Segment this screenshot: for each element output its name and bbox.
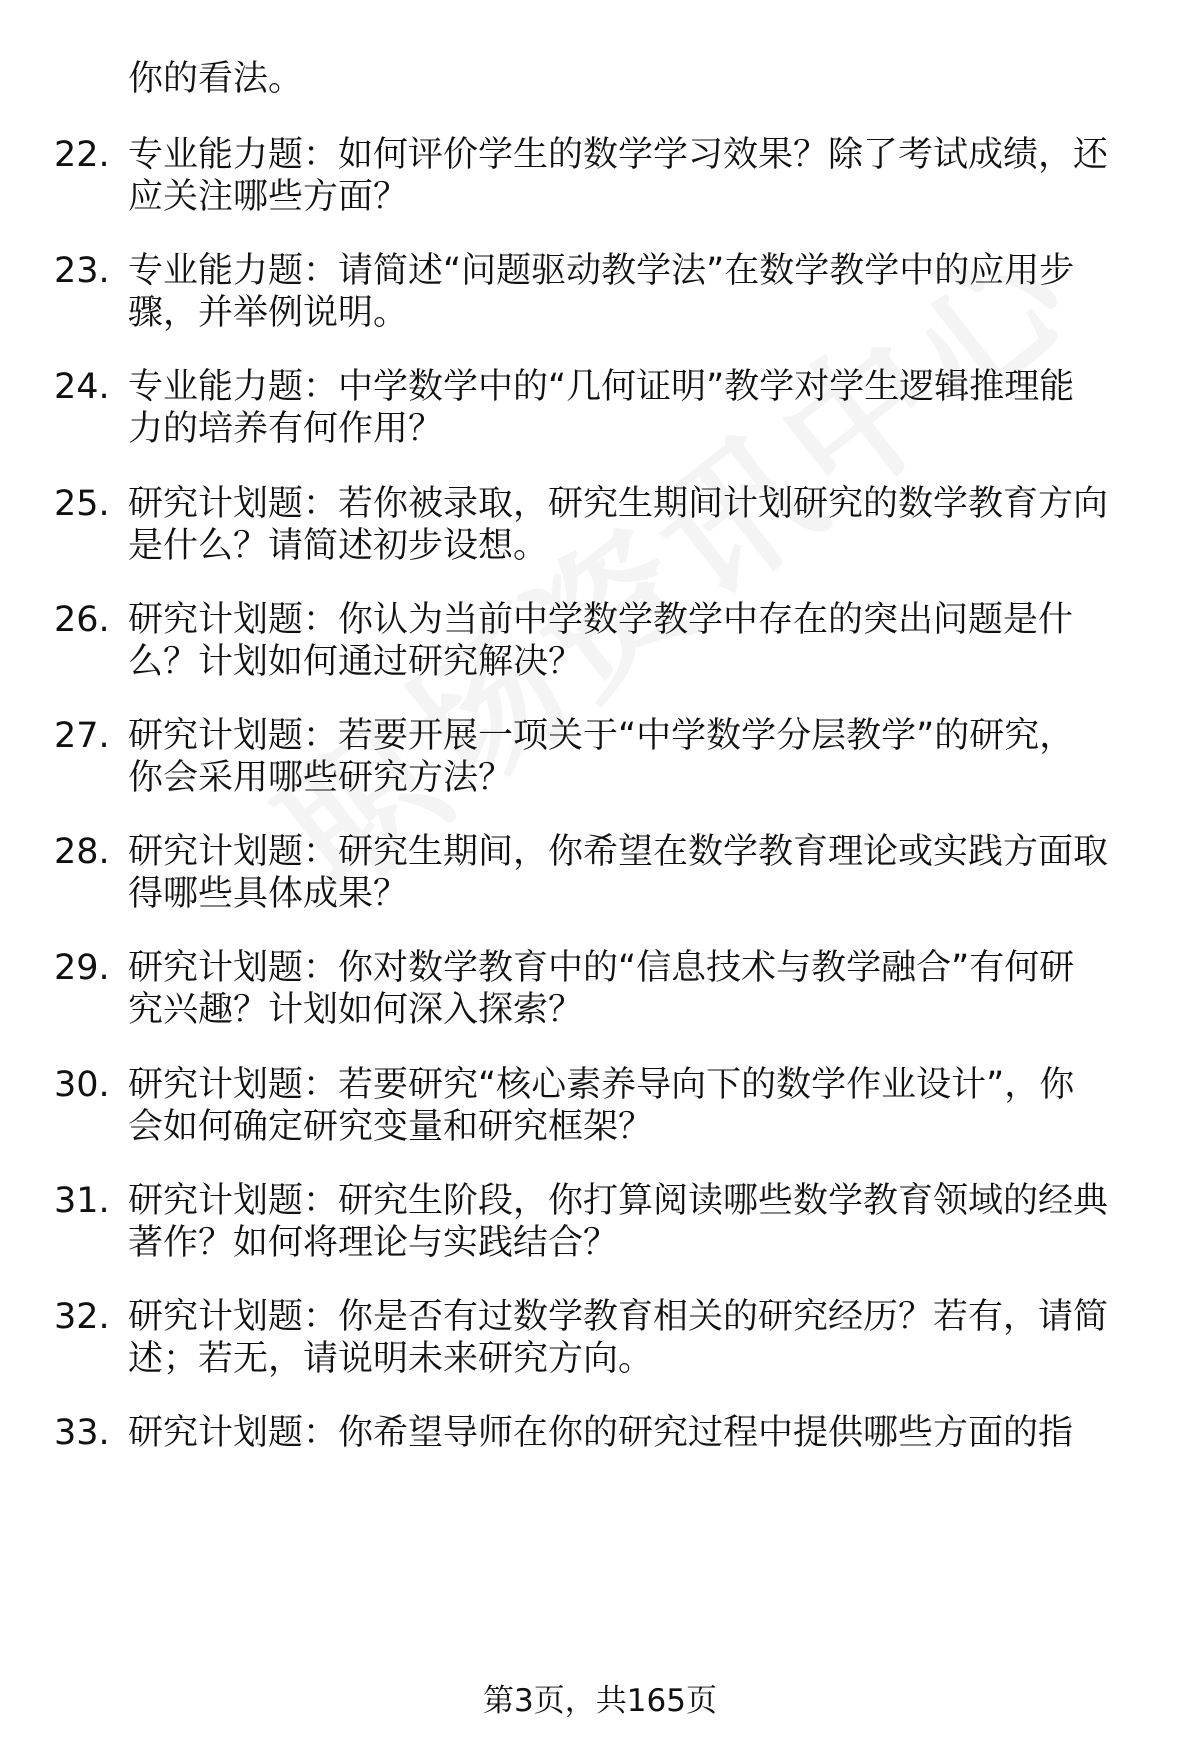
item-number: 31. (54, 1181, 110, 1221)
item-text-line2: 力的培养有何作用？ (128, 409, 444, 449)
item-text-line2: 著作？如何将理论与实践结合？ (128, 1223, 619, 1263)
item-number: 27. (54, 716, 110, 756)
item-text-line2: 得哪些具体成果？ (128, 874, 409, 914)
item-number: 30. (54, 1065, 110, 1105)
item-number: 29. (54, 948, 110, 988)
item-text-line2: 应关注哪些方面？ (128, 177, 409, 217)
item-number: 26. (54, 600, 110, 640)
item-text-line2: 是什么？请简述初步设想。 (128, 526, 549, 566)
item-text-line2: 究兴趣？计划如何深入探索？ (128, 990, 584, 1030)
item-text-line2: 骤，并举例说明。 (128, 293, 409, 333)
item-text-line2: 么？计划如何通过研究解决？ (128, 642, 584, 682)
item-text-line2: 述；若无，请说明未来研究方向。 (128, 1339, 654, 1379)
item-text-line1: 研究计划题：你认为当前中学数学教学中存在的突出问题是什 (128, 600, 1074, 640)
continuation-text: 你的看法。 (128, 59, 304, 99)
item-text-line1: 专业能力题：如何评价学生的数学学习效果？除了考试成绩，还 (128, 135, 1109, 175)
item-text-line1: 研究计划题：研究生阶段，你打算阅读哪些数学教育领域的经典 (128, 1181, 1109, 1221)
item-text-line2: 会如何确定研究变量和研究框架？ (128, 1107, 654, 1147)
item-text-line1: 专业能力题：中学数学中的“几何证明”教学对学生逻辑推理能 (128, 367, 1075, 407)
item-number: 25. (54, 484, 110, 524)
item-text-line1: 研究计划题：若要研究“核心素养导向下的数学作业设计”，你 (128, 1065, 1075, 1105)
page-footer: 第3页，共165页 (483, 1683, 717, 1719)
item-text-line2: 你会采用哪些研究方法？ (128, 758, 514, 798)
item-number: 28. (54, 832, 110, 872)
item-number: 33. (54, 1413, 110, 1453)
item-number: 24. (54, 367, 110, 407)
item-number: 22. (54, 135, 110, 175)
item-text-line1: 研究计划题：研究生期间，你希望在数学教育理论或实践方面取 (128, 832, 1109, 872)
item-text-line1: 研究计划题：你希望导师在你的研究过程中提供哪些方面的指 (128, 1413, 1074, 1453)
item-text-line1: 研究计划题：若你被录取，研究生期间计划研究的数学教育方向 (128, 484, 1109, 524)
item-text-line1: 专业能力题：请简述“问题驱动教学法”在数学教学中的应用步 (128, 251, 1075, 291)
item-number: 23. (54, 251, 110, 291)
item-number: 32. (54, 1297, 110, 1337)
item-text-line1: 研究计划题：若要开展一项关于“中学数学分层教学”的研究， (128, 716, 1075, 756)
item-text-line1: 研究计划题：你是否有过数学教育相关的研究经历？若有，请简 (128, 1297, 1109, 1337)
item-text-line1: 研究计划题：你对数学教育中的“信息技术与教学融合”有何研 (128, 948, 1075, 988)
